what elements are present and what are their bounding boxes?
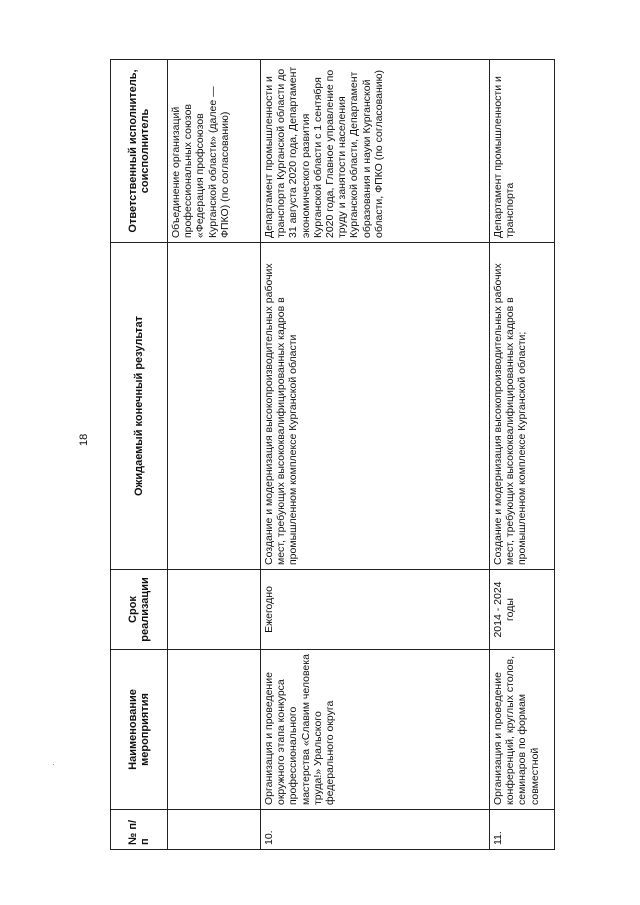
activities-table: [110, 59, 555, 850]
header-activity-name: Наименование мероприятия: [111, 650, 168, 810]
row-activity-name: Организация и проведение окружного этапа конкурса профессионального мастерства «Славим человека труда!» Уральского федерального округа: [261, 650, 490, 810]
row-number: 10.: [261, 810, 490, 850]
row-expected-result: [168, 243, 261, 570]
table-row: [168, 60, 261, 850]
row-number: 11.: [490, 810, 555, 850]
row-term: [168, 570, 261, 650]
table-row: [490, 60, 555, 850]
header-expected-result: Ожидаемый конечный результат: [111, 243, 168, 570]
row-activity-name: [168, 650, 261, 810]
table-row: [261, 60, 490, 850]
header-term: Срок реализации: [111, 570, 168, 650]
row-responsible: Департамент промышленности и транспорта Курганской области до 31 августа 2020 года, Департамент экономического развития Курганской области с 1 сентября 2020 года, Главное управление по труду и занятости населения Курганской области, Департамент образования и науки Курганской области, ФПКО (по согласованию): [261, 60, 490, 243]
row-responsible: Объединение организаций профессиональных союзов «Федерация профсоюзов Курганской области» (далее — ФПКО) (по согласованию): [168, 60, 261, 243]
row-activity-name: Организация и проведение конференций, круглых столов, семинаров по формам совместной: [490, 650, 555, 810]
header-number: № п/п: [111, 810, 168, 850]
row-expected-result: Создание и модернизация высокопроизводительных рабочих мест, требующих высококвалифицированных кадров в промышленном комплексе Курганской области: [261, 243, 490, 570]
stray-mark: ·: [52, 760, 55, 769]
rotated-table-container: [110, 60, 630, 850]
row-expected-result: Создание и модернизация высокопроизводительных рабочих мест, требующих высококвалифицированных кадров в промышленном комплексе Курганской области;: [490, 243, 555, 570]
page-number: 18: [78, 433, 90, 446]
row-number: [168, 810, 261, 850]
row-term: Ежегодно: [261, 570, 490, 650]
header-responsible: Ответственный исполнитель, соисполнитель: [111, 60, 168, 243]
row-term: 2014 - 2024 годы: [490, 570, 555, 650]
table-header-row: [111, 60, 168, 850]
row-responsible: Департамент промышленности и транспорта: [490, 60, 555, 243]
